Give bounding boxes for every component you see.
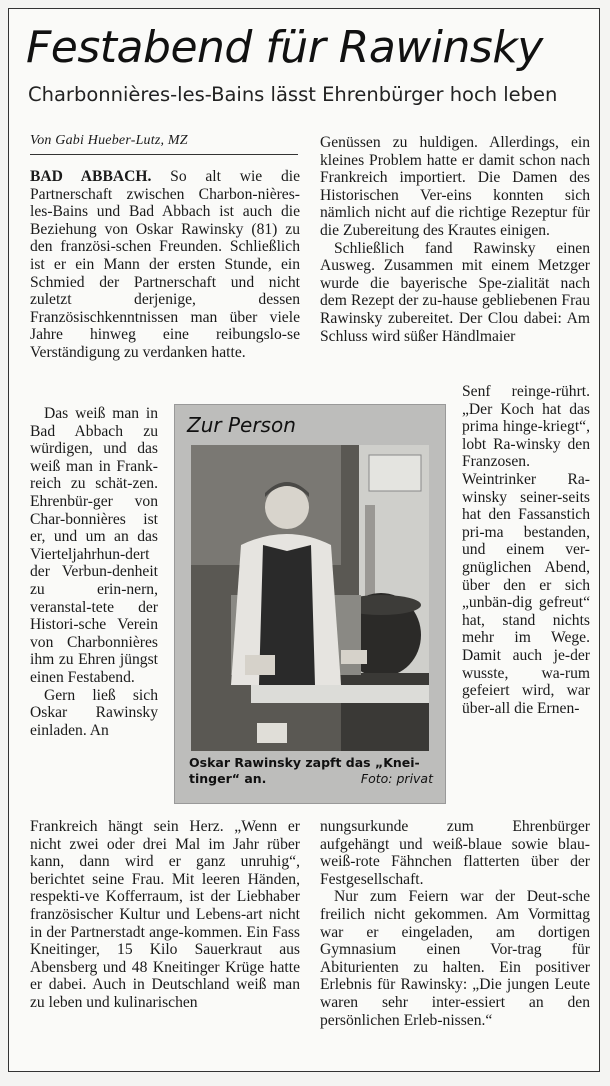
paragraph-1: [30, 168, 300, 362]
paragraph-5: Schließlich fand Rawinsky einen Ausweg. Zusammen mit einem Metzger wurde die bayerische Spe-zialität nach dem Rezept der zu-hause gebliebenen Frau Rawinsky zubereitet. Der Clou dabei: Am Schluss wird süßer Händlmaier: [320, 239, 590, 345]
photo-illustration: [191, 445, 429, 751]
paragraph-5-end: nungsurkunde zum Ehrenbürger aufgehängt und weiß-blaue sowie blau-weiß-rote Fähnchen flatterten über der Festgesellschaft.: [320, 818, 590, 888]
caption-text: Oskar Rawinsky zapft das „Knei-tinger“ an.: [189, 755, 420, 786]
photo-caption: [189, 755, 433, 787]
photo-credit: Foto: privat: [360, 771, 433, 786]
photo-oskar-rawinsky: [191, 445, 429, 751]
column-1-narrow: [30, 405, 158, 739]
paragraph-6: Nur zum Feiern war der Deut-sche freilich nicht gekommen. Am Vormittag war er eingeladen, am dortigen Gymnasium einen Vor-trag für Abiturienten zu halten. Ein positiver Erlebnis für Rawinsky: „Die jungen Leute waren sehr inter-essiert an den persönlichen Erleb-nissen.“: [320, 888, 590, 1029]
paragraph-2: Das weiß man in Bad Abbach zu würdigen, und das weiß man in Frank-reich zu schät-zen. Ehrenbür-ger von Char-bonnières ist er, und um an das Vierteljahrhun-dert der Verbun-denheit zu erin-nern, veranstal-tete der Histori-sche Verein von Charbonnières ihm zu Ehren jüngst einen Festabend.: [30, 405, 158, 686]
paragraph-3-continued: Frankreich hängt sein Herz. „Wenn er nicht zwei oder drei Mal im Jahr rüber kann, dann wird er ganz unruhig“, berichtet seine Frau. Mit leeren Händen, respekti-ve Kofferraum, ist der Liebhaber französischer Kultur und Lebens-art nicht in der Partnerstadt ange-kommen. Ein Fass Kneitinger, 15 Kilo Sauerkraut aus Abensberg und 48 Kneitinger Krüge hatte er dabei. Auch in Deutschland weiß man zu leben und kulinarischen: [30, 818, 300, 1011]
article-subheadline: Charbonnières-les-Bains lässt Ehrenbürger hoch leben: [28, 83, 558, 106]
paragraph-4: Genüssen zu huldigen. Allerdings, ein kleines Problem hatte er damit schon nach Frankreich importiert. Die Damen des Historischen Ver-eins konnten sich nämlich nicht auf die richtige Rezeptur für die Zubereitung des Krautes einigen.: [320, 134, 590, 239]
column-1-top: [30, 168, 300, 362]
dateline: BAD ABBACH.: [30, 168, 152, 185]
zur-person-box: [174, 404, 446, 804]
column-2-top: [320, 134, 590, 345]
column-2-bottom: [320, 818, 590, 1029]
article-byline: Von Gabi Hueber-Lutz, MZ: [30, 133, 298, 155]
paragraph-5-continued: Senf reinge-rührt. „Der Koch hat das prima hinge-kriegt“, lobt Ra-winsky den Franzosen. Weintrinker Ra-winsky seiner-seits hat den Fassanstich pri-ma bestanden, und einem ver-gnüglichen Abend, über den er sich „unbän-dig gefreut“ hat, stand nichts mehr im Wege. Damit auch je-der wusste, wa-rum gefeiert wird, war über-all die Ernen-: [462, 383, 590, 717]
article-headline: Festabend für Rawinsky: [26, 22, 543, 73]
paragraph-1-text: So alt wie die Partnerschaft zwischen Charbon-nières-les-Bains und Bad Abbach ist auch die Beziehung von Oskar Rawinsky (81) zu den französi-schen Freunden. Schließlich ist er ein Mann der ersten Stunde, ein Schmied der Partnerschaft und nicht zuletzt derjenige, dessen Französischkenntnissen man über viele Jahre hinweg eine reibungslo-se Verständigung zu verdanken hatte.: [30, 168, 301, 361]
column-2-narrow: [462, 383, 590, 717]
infobox-title: Zur Person: [187, 413, 296, 437]
column-1-bottom: [30, 818, 300, 1012]
paragraph-3-start: Gern ließ sich Oskar Rawinsky einladen. An: [30, 686, 158, 739]
